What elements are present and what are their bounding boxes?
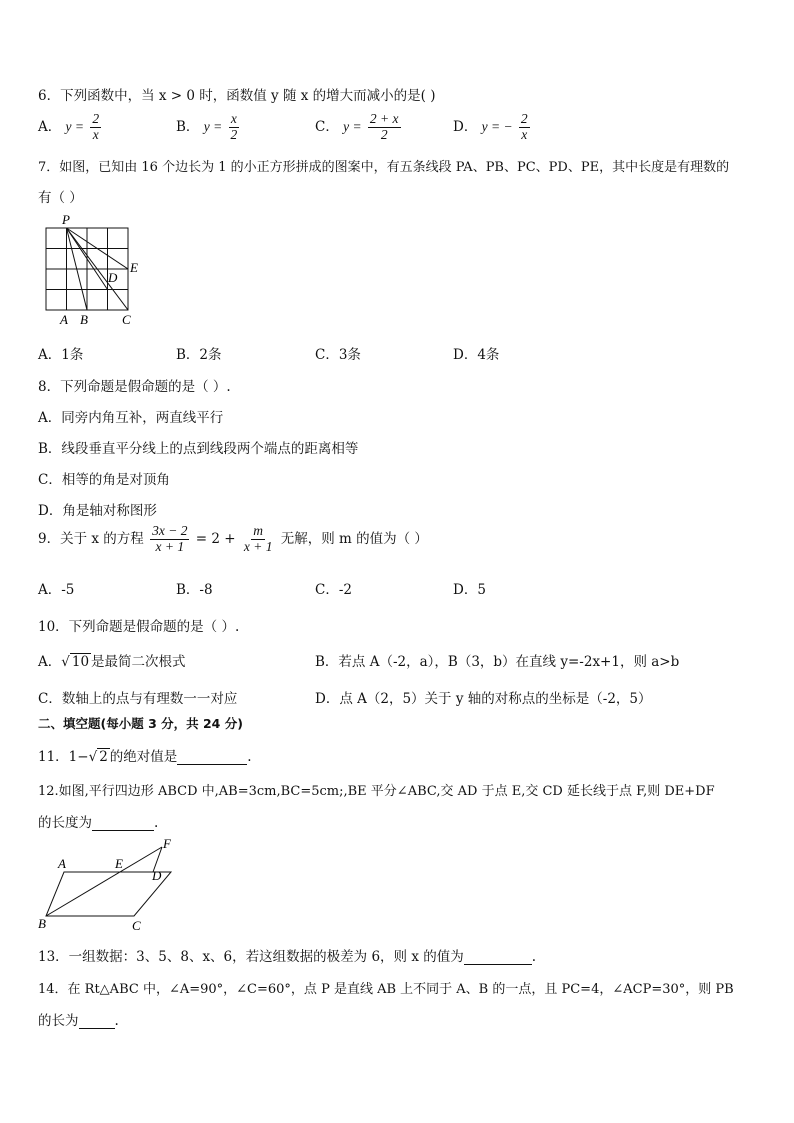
q7-option-c: C．3条 [315,347,361,363]
label-c: C [122,312,131,327]
label-f: F [163,838,171,851]
q7-option-a: A．1条 [38,347,84,363]
q9-option-d: D．5 [453,582,486,598]
q8-option-b: B．线段垂直平分线上的点到线段两个端点的距离相等 [38,441,359,457]
q12-stem-line2: 的长度为 . [38,815,159,831]
q10-option-b: B．若点 A（-2，a），B（3，b）在直线 y=-2x+1，则 a>b [315,654,680,670]
q11-answer-blank[interactable] [177,750,247,765]
q6-stem: 6．下列函数中，当 x > 0 时，函数值 y 随 x 的增大而减小的是( ) [38,88,436,104]
label-e: E [130,260,138,275]
q12-answer-blank[interactable] [92,816,154,831]
q10-stem: 10．下列命题是假命题的是（ ）. [38,619,240,635]
q7-option-d: D．4条 [453,347,500,363]
q13: 13．一组数据：3、5、8、x、6，若这组数据的极差为 6，则 x 的值为 . [38,949,537,965]
q12-stem-line1: 12.如图,平行四边形 ABCD 中,AB=3cm,BC=5cm;,BE 平分∠ABC,交 AD 于点 E,交 CD 延长线于点 F,则 DE+DF [38,784,715,799]
q12-parallelogram-figure [36,838,186,934]
label-a: A [60,312,68,327]
q8-stem: 8．下列命题是假命题的是（ ）. [38,379,231,395]
q8-option-d: D．角是轴对称图形 [38,503,157,519]
label-p: P [62,212,70,227]
label-c: C [132,918,141,933]
q13-answer-blank[interactable] [464,950,532,965]
q14-stem-line1: 14．在 Rt△ABC 中，∠A=90°，∠C=60°，点 P 是直线 AB 上不同于 A、B 的一点，且 PC=4，∠ACP=30°，则 PB [38,982,734,997]
q7-stem-line1: 7．如图，已知由 16 个边长为 1 的小正方形拼成的图案中，有五条线段 PA、PB、PC、PD、PE，其中长度是有理数的 [38,160,730,175]
label-b: B [80,312,88,327]
q9-option-a: A．-5 [38,582,75,598]
label-d: D [108,270,118,285]
q6-option-a: A． y = $\frac{2}{x}$ [38,111,100,142]
label-a: A [58,856,66,871]
section-fill-blank-title: 二、填空题(每小题 3 分，共 24 分) [38,716,243,731]
q6-option-c: C． y = $\frac{2 + x}{2}$ [315,111,399,142]
label-b: B [38,916,46,931]
q6-option-b: B． y = $\frac{x}{2}$ [176,111,238,142]
q11: 11．1−√ 2 的绝对值是 . [38,749,252,765]
q14-stem-line2: 的长为 . [38,1013,119,1029]
q10-option-d: D．点 A（2，5）关于 y 轴的对称点的坐标是（-2，5） [315,691,652,707]
q7-grid-figure [38,210,148,328]
q7-stem-line2: 有（ ） [38,190,83,206]
q6-option-d: D． y = − $\frac{2}{x}$ [453,111,528,142]
q10-option-c: C．数轴上的点与有理数一一对应 [38,691,238,707]
q9-stem: 9．关于 x 的方程 $\frac{3x - 2}{x + 1}$ = 2 + $\frac{m}{x + 1}$ 无解，则 m 的值为（ ） [38,523,428,554]
q9-option-b: B．-8 [176,582,213,598]
q10-option-a: A．√ 10 是最简二次根式 [38,654,186,670]
q8-option-a: A．同旁内角互补，两直线平行 [38,410,224,426]
label-d: D [152,868,162,883]
q7-option-b: B．2条 [176,347,222,363]
q8-option-c: C．相等的角是对顶角 [38,472,170,488]
label-e: E [115,856,123,871]
q9-option-c: C．-2 [315,582,352,598]
q14-answer-blank[interactable] [79,1014,115,1029]
